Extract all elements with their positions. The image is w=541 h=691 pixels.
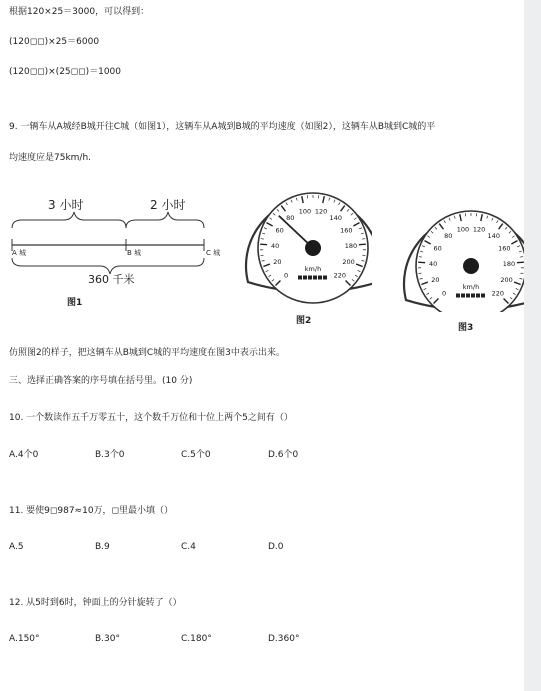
question-9-instruction: 仿照图2的样子，把这辆车从B城到C城的平均速度在图3中表示出来。 [9,348,285,358]
odometer-digit [476,294,480,298]
gauge-tick-label: 0 [284,271,289,280]
gauge-tick-label: 20 [273,257,282,266]
q12-option-b: B.30° [95,634,120,644]
gauge-tick-label: 0 [442,289,447,298]
city-b-label: B 城 [127,249,142,257]
gauge-tick-label: 120 [314,207,328,216]
question-12: 12. 从5时到6时，钟面上的分针旋转了（） [9,598,182,608]
question-11: 11. 要使9◻987≈10万，◻里最小填（） [9,506,174,516]
gauge-tick-label: 160 [498,244,511,253]
figure-1-caption: 图1 [67,298,83,308]
question-9-line-2: 均速度应是75km/h. [9,153,92,163]
total-distance-label: 360 千米 [88,273,135,286]
figure-2-caption: 图2 [296,316,312,326]
gauge-hub [463,258,479,274]
segment-1-label: 3 小时 [48,198,84,212]
q11-option-d: D.0 [268,542,284,552]
gauge-tick-label: 220 [491,289,505,298]
gauge-tick-label: 100 [298,207,312,216]
gauge-tick-label: 220 [333,271,347,280]
gauge-unit-label: km/h [304,265,322,274]
q12-option-c: C.180° [181,634,212,644]
q10-option-c: C.5个0 [181,450,211,460]
q12-option-a: A.150° [9,634,40,644]
gauge-tick-label: 80 [444,232,453,241]
gauge-tick-label: 60 [433,244,442,253]
brace-bc [126,212,204,228]
gauge-tick-label: 120 [472,225,486,234]
odometer-digit [471,294,475,298]
odometer-digit [481,294,485,298]
gauge-tick-label: 40 [270,241,280,250]
brace-total [12,258,204,274]
gauge-tick-label: 140 [487,232,500,241]
odometer-digit [298,276,302,280]
city-a-label: A 城 [12,249,27,257]
right-margin-strip [524,0,541,691]
gauge-tick-label: 180 [502,259,516,268]
gauge-tick-label: 140 [329,214,342,223]
figure-3-caption: 图3 [458,323,474,333]
figure-1-diagram [8,190,233,310]
q10-option-b: B.3个0 [95,450,125,460]
odometer-digit [456,294,460,298]
gauge-hub [305,240,321,256]
q10-option-a: A.4个0 [9,450,39,460]
odometer-digit [308,276,312,280]
gauge-unit-label: km/h [462,283,480,292]
text-line-conclusion: 根据120×25＝3000，可以得到： [9,7,150,17]
figure-2-speedometer [237,180,372,315]
gauge-tick-label: 160 [340,226,353,235]
odometer-digit [313,276,317,280]
odometer-digit [303,276,307,280]
q12-option-d: D.360° [268,634,300,644]
gauge-tick-label: 60 [275,226,284,235]
question-10: 10. 一个数读作五千万零五十，这个数千万位和十位上两个5之间有（） [9,413,293,423]
gauge-tick-label: 100 [456,225,470,234]
figure-3-speedometer [380,182,524,312]
odometer-digit [466,294,470,298]
question-9-line-1: 9. 一辆车从A城经B城开往C城（如图1），这辆车从A城到B城的平均速度（如图2），这辆车从B城到C城的平 [9,122,436,132]
gauge-tick-label: 80 [286,214,295,223]
section-3-heading: 三、选择正确答案的序号填在括号里。(10 分) [9,376,193,386]
equation-line-1: (120◻◻)×25＝6000 [9,37,100,47]
equation-line-2: (120◻◻)×(25◻◻)＝1000 [9,67,122,77]
brace-ab [12,212,126,228]
gauge-tick-label: 200 [500,275,513,284]
gauge-tick-label: 20 [431,275,440,284]
city-c-label: C 城 [206,249,221,257]
segment-2-label: 2 小时 [150,198,186,212]
q11-option-c: C.4 [181,542,196,552]
q11-option-a: A.5 [9,542,24,552]
odometer-digit [318,276,322,280]
q10-option-d: D.6个0 [268,450,299,460]
q11-option-b: B.9 [95,542,110,552]
odometer-digit [323,276,327,280]
gauge-tick-label: 40 [428,259,438,268]
gauge-tick-label: 200 [342,257,355,266]
gauge-tick-label: 180 [344,241,358,250]
odometer-digit [461,294,465,298]
